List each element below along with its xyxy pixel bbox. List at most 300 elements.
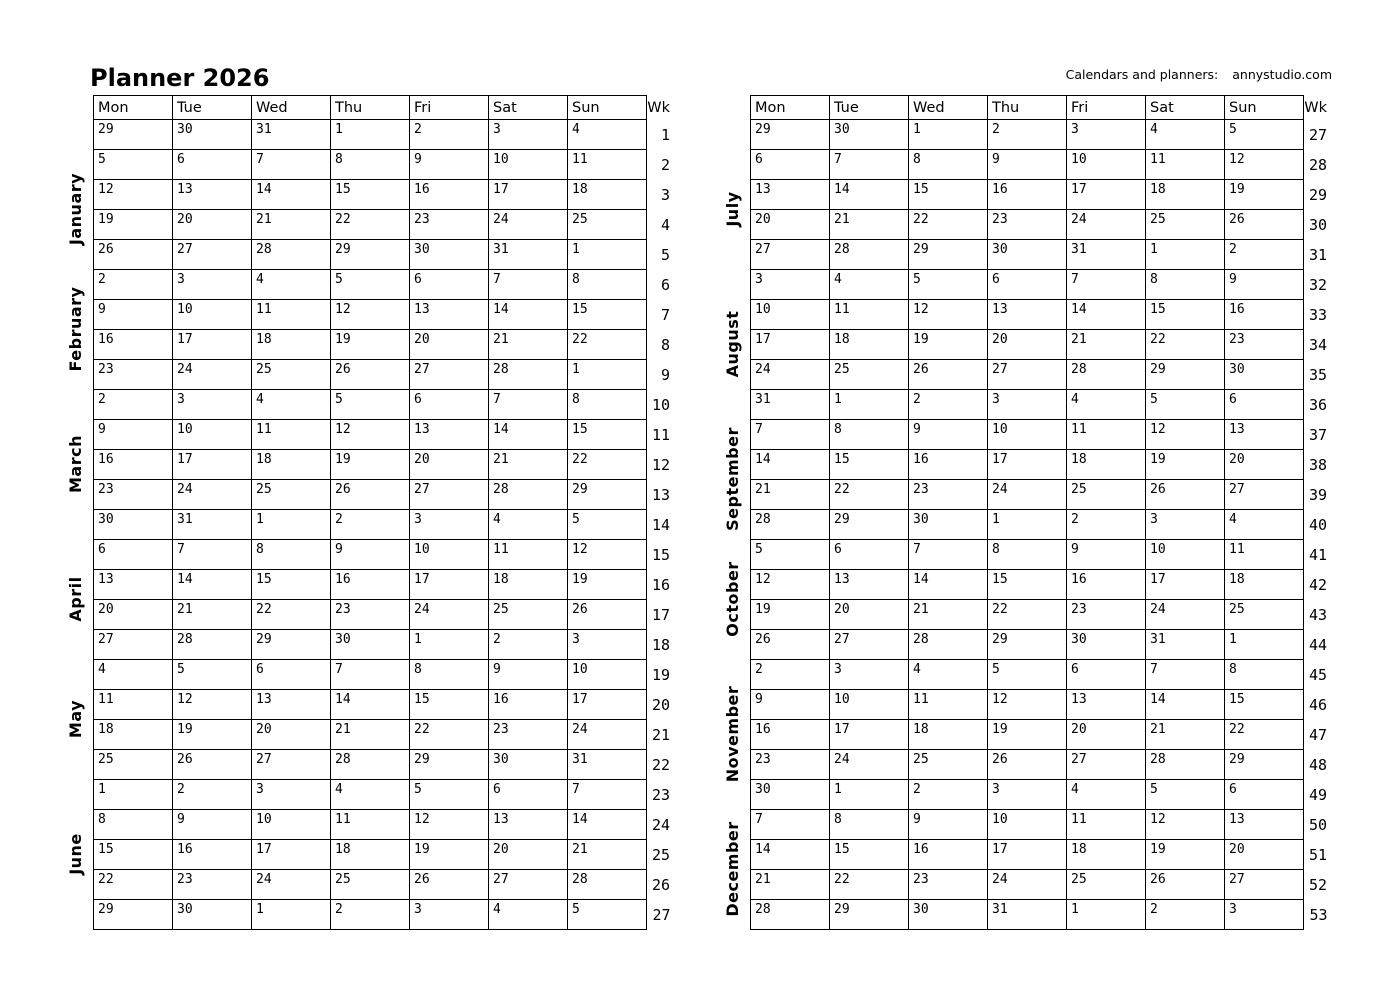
week-number: 39 <box>1308 485 1327 504</box>
day-cell: 9 <box>489 660 568 690</box>
day-cell: 8 <box>830 420 909 450</box>
day-cell: 27 <box>830 630 909 660</box>
week-row <box>94 420 671 450</box>
day-cell: 29 <box>1225 750 1304 780</box>
day-cell: 15 <box>988 570 1067 600</box>
day-cell: 28 <box>489 360 568 390</box>
day-cell: 18 <box>830 330 909 360</box>
day-cell: 3 <box>988 390 1067 420</box>
day-cell: 2 <box>331 900 410 930</box>
day-cell: 30 <box>909 900 988 930</box>
week-row <box>751 540 1328 570</box>
day-cell: 15 <box>1225 690 1304 720</box>
day-header-wed: Wed <box>909 96 988 120</box>
week-number: 2 <box>660 155 670 174</box>
day-cell: 17 <box>489 180 568 210</box>
day-cell: 29 <box>410 750 489 780</box>
week-number: 25 <box>651 845 670 864</box>
week-row <box>94 390 671 420</box>
week-number: 30 <box>1308 215 1327 234</box>
day-cell: 8 <box>252 540 331 570</box>
week-number: 48 <box>1308 755 1327 774</box>
week-number: 11 <box>651 425 670 444</box>
day-cell: 16 <box>94 450 173 480</box>
day-cell: 30 <box>489 750 568 780</box>
day-cell: 15 <box>568 300 647 330</box>
day-cell: 17 <box>252 840 331 870</box>
day-cell: 5 <box>1225 120 1304 150</box>
day-cell: 26 <box>1225 210 1304 240</box>
day-cell: 21 <box>252 210 331 240</box>
day-cell: 1 <box>94 780 173 810</box>
week-row <box>751 570 1328 600</box>
day-cell: 5 <box>909 270 988 300</box>
day-cell: 19 <box>173 720 252 750</box>
week-row <box>94 450 671 480</box>
day-cell: 2 <box>1067 510 1146 540</box>
day-cell: 27 <box>988 360 1067 390</box>
day-cell: 3 <box>410 510 489 540</box>
day-cell: 11 <box>1067 420 1146 450</box>
day-cell: 24 <box>489 210 568 240</box>
day-cell: 5 <box>94 150 173 180</box>
week-row <box>751 420 1328 450</box>
day-cell: 5 <box>751 540 830 570</box>
day-cell: 25 <box>909 750 988 780</box>
day-cell: 25 <box>1146 210 1225 240</box>
day-cell: 23 <box>173 870 252 900</box>
day-cell: 1 <box>252 510 331 540</box>
day-cell: 18 <box>331 840 410 870</box>
day-cell: 28 <box>751 900 830 930</box>
day-cell: 9 <box>909 420 988 450</box>
day-cell: 1 <box>830 390 909 420</box>
day-cell: 4 <box>1067 780 1146 810</box>
day-cell: 8 <box>568 270 647 300</box>
day-cell: 25 <box>489 600 568 630</box>
week-row <box>751 330 1328 360</box>
day-cell: 2 <box>909 390 988 420</box>
day-cell: 20 <box>1225 450 1304 480</box>
day-cell: 14 <box>909 570 988 600</box>
day-cell: 18 <box>1225 570 1304 600</box>
day-cell: 9 <box>1225 270 1304 300</box>
day-cell: 11 <box>830 300 909 330</box>
day-cell: 8 <box>568 390 647 420</box>
day-cell: 6 <box>410 390 489 420</box>
day-cell: 26 <box>331 360 410 390</box>
week-row <box>751 780 1328 810</box>
day-cell: 6 <box>489 780 568 810</box>
day-cell: 8 <box>94 810 173 840</box>
day-cell: 22 <box>988 600 1067 630</box>
day-cell: 6 <box>830 540 909 570</box>
day-cell: 23 <box>94 360 173 390</box>
day-cell: 1 <box>568 360 647 390</box>
day-cell: 19 <box>1225 180 1304 210</box>
week-row <box>94 510 671 540</box>
week-row <box>94 540 671 570</box>
day-cell: 2 <box>751 660 830 690</box>
week-number: 14 <box>651 515 670 534</box>
day-cell: 10 <box>489 150 568 180</box>
day-cell: 29 <box>331 240 410 270</box>
day-cell: 13 <box>988 300 1067 330</box>
week-number: 49 <box>1308 785 1327 804</box>
calendar-table-second-half <box>750 95 1328 930</box>
day-cell: 2 <box>173 780 252 810</box>
day-cell: 9 <box>410 150 489 180</box>
day-cell: 7 <box>489 390 568 420</box>
day-cell: 12 <box>568 540 647 570</box>
month-label-september: September <box>723 427 742 531</box>
day-cell: 26 <box>988 750 1067 780</box>
day-header-sun: Sun <box>568 96 647 120</box>
week-row <box>94 120 671 150</box>
week-number: 44 <box>1308 635 1327 654</box>
week-number: 5 <box>660 245 670 264</box>
week-row <box>94 690 671 720</box>
week-number: 21 <box>651 725 670 744</box>
day-cell: 13 <box>1067 690 1146 720</box>
week-number-header: Wk <box>647 99 670 116</box>
day-cell: 10 <box>988 810 1067 840</box>
day-cell: 13 <box>1225 810 1304 840</box>
day-cell: 17 <box>410 570 489 600</box>
day-cell: 18 <box>909 720 988 750</box>
day-cell: 28 <box>173 630 252 660</box>
day-cell: 30 <box>410 240 489 270</box>
month-label-april: April <box>66 576 85 622</box>
day-cell: 21 <box>1146 720 1225 750</box>
day-cell: 27 <box>410 480 489 510</box>
week-row <box>94 840 671 870</box>
day-cell: 8 <box>988 540 1067 570</box>
month-label-january: January <box>66 172 85 246</box>
day-cell: 10 <box>751 300 830 330</box>
day-cell: 5 <box>331 270 410 300</box>
week-row <box>751 150 1328 180</box>
week-number: 27 <box>652 905 671 924</box>
day-cell: 14 <box>1146 690 1225 720</box>
day-cell: 16 <box>751 720 830 750</box>
day-cell: 8 <box>909 150 988 180</box>
page-title: Planner 2026 <box>90 64 270 92</box>
day-cell: 5 <box>568 900 647 930</box>
day-cell: 31 <box>751 390 830 420</box>
day-cell: 11 <box>252 300 331 330</box>
week-number: 28 <box>1308 155 1327 174</box>
day-cell: 21 <box>830 210 909 240</box>
day-cell: 6 <box>1067 660 1146 690</box>
week-number: 35 <box>1308 365 1327 384</box>
day-cell: 20 <box>410 450 489 480</box>
day-cell: 21 <box>751 870 830 900</box>
day-cell: 9 <box>988 150 1067 180</box>
week-number: 3 <box>660 185 670 204</box>
month-label-july: July <box>723 191 742 227</box>
week-row <box>94 150 671 180</box>
day-cell: 25 <box>331 870 410 900</box>
day-cell: 29 <box>94 900 173 930</box>
day-header-sat: Sat <box>1146 96 1225 120</box>
day-cell: 11 <box>331 810 410 840</box>
day-cell: 22 <box>252 600 331 630</box>
day-cell: 5 <box>988 660 1067 690</box>
day-cell: 28 <box>909 630 988 660</box>
day-cell: 6 <box>410 270 489 300</box>
day-cell: 6 <box>1225 390 1304 420</box>
day-cell: 12 <box>1225 150 1304 180</box>
day-cell: 1 <box>410 630 489 660</box>
day-cell: 24 <box>252 870 331 900</box>
day-cell: 19 <box>988 720 1067 750</box>
week-number: 26 <box>651 875 670 894</box>
day-cell: 27 <box>1225 870 1304 900</box>
day-cell: 19 <box>1146 840 1225 870</box>
day-cell: 9 <box>94 300 173 330</box>
day-cell: 2 <box>331 510 410 540</box>
week-row <box>94 720 671 750</box>
day-cell: 2 <box>94 270 173 300</box>
day-cell: 18 <box>1067 840 1146 870</box>
day-cell: 20 <box>751 210 830 240</box>
week-number-header: Wk <box>1304 99 1327 116</box>
day-cell: 31 <box>252 120 331 150</box>
week-number: 17 <box>651 605 670 624</box>
day-cell: 21 <box>751 480 830 510</box>
day-cell: 10 <box>1146 540 1225 570</box>
week-number: 27 <box>1308 125 1327 144</box>
day-cell: 9 <box>94 420 173 450</box>
week-row <box>751 240 1328 270</box>
day-cell: 8 <box>331 150 410 180</box>
week-number: 31 <box>1308 245 1327 264</box>
day-cell: 14 <box>489 300 568 330</box>
day-cell: 14 <box>252 180 331 210</box>
week-number: 4 <box>660 215 670 234</box>
day-cell: 10 <box>830 690 909 720</box>
day-cell: 26 <box>331 480 410 510</box>
day-cell: 10 <box>252 810 331 840</box>
day-cell: 23 <box>1225 330 1304 360</box>
day-cell: 4 <box>252 270 331 300</box>
day-cell: 3 <box>252 780 331 810</box>
day-cell: 17 <box>568 690 647 720</box>
week-row <box>751 270 1328 300</box>
day-cell: 15 <box>909 180 988 210</box>
day-cell: 4 <box>568 120 647 150</box>
day-cell: 14 <box>830 180 909 210</box>
day-cell: 23 <box>909 870 988 900</box>
week-row <box>751 120 1328 150</box>
day-cell: 2 <box>1146 900 1225 930</box>
day-cell: 7 <box>252 150 331 180</box>
calendar-table-first-half <box>93 95 671 930</box>
day-cell: 31 <box>1067 240 1146 270</box>
day-cell: 21 <box>568 840 647 870</box>
day-cell: 25 <box>1225 600 1304 630</box>
day-cell: 11 <box>94 690 173 720</box>
day-cell: 6 <box>1225 780 1304 810</box>
credit-label: Calendars and planners: <box>1065 67 1219 82</box>
day-cell: 15 <box>830 450 909 480</box>
week-number: 43 <box>1308 605 1327 624</box>
day-cell: 24 <box>173 360 252 390</box>
day-cell: 14 <box>568 810 647 840</box>
day-cell: 1 <box>988 510 1067 540</box>
week-number: 6 <box>660 275 670 294</box>
day-cell: 7 <box>1067 270 1146 300</box>
day-cell: 16 <box>173 840 252 870</box>
day-cell: 29 <box>1146 360 1225 390</box>
day-cell: 12 <box>1146 810 1225 840</box>
day-cell: 17 <box>1067 180 1146 210</box>
week-row <box>751 810 1328 840</box>
week-number: 45 <box>1308 665 1327 684</box>
day-cell: 6 <box>252 660 331 690</box>
day-cell: 26 <box>1146 480 1225 510</box>
day-header-mon: Mon <box>94 96 173 120</box>
day-cell: 22 <box>1146 330 1225 360</box>
day-cell: 12 <box>331 300 410 330</box>
week-number: 32 <box>1308 275 1327 294</box>
day-cell: 7 <box>568 780 647 810</box>
day-cell: 28 <box>1146 750 1225 780</box>
day-cell: 3 <box>173 390 252 420</box>
day-cell: 11 <box>1225 540 1304 570</box>
day-cell: 14 <box>173 570 252 600</box>
day-cell: 13 <box>830 570 909 600</box>
day-cell: 17 <box>830 720 909 750</box>
day-cell: 3 <box>830 660 909 690</box>
credit-site: annystudio.com <box>1232 67 1332 82</box>
day-cell: 20 <box>94 600 173 630</box>
day-cell: 31 <box>489 240 568 270</box>
day-cell: 19 <box>751 600 830 630</box>
day-cell: 20 <box>1067 720 1146 750</box>
day-cell: 25 <box>1067 480 1146 510</box>
day-cell: 5 <box>1146 390 1225 420</box>
day-cell: 18 <box>252 330 331 360</box>
day-cell: 4 <box>489 510 568 540</box>
day-cell: 10 <box>173 420 252 450</box>
day-cell: 25 <box>1067 870 1146 900</box>
month-label-march: March <box>66 435 85 493</box>
week-row <box>751 510 1328 540</box>
day-cell: 22 <box>909 210 988 240</box>
day-cell: 7 <box>830 150 909 180</box>
day-cell: 20 <box>252 720 331 750</box>
day-cell: 17 <box>173 450 252 480</box>
week-row <box>751 300 1328 330</box>
day-cell: 24 <box>988 480 1067 510</box>
day-cell: 7 <box>751 420 830 450</box>
day-cell: 15 <box>94 840 173 870</box>
day-cell: 7 <box>489 270 568 300</box>
day-cell: 22 <box>568 450 647 480</box>
week-number: 40 <box>1308 515 1327 534</box>
day-cell: 14 <box>331 690 410 720</box>
day-cell: 25 <box>830 360 909 390</box>
day-cell: 16 <box>988 180 1067 210</box>
day-cell: 23 <box>94 480 173 510</box>
day-cell: 16 <box>94 330 173 360</box>
week-number: 33 <box>1308 305 1327 324</box>
day-cell: 23 <box>331 600 410 630</box>
day-cell: 11 <box>568 150 647 180</box>
day-cell: 10 <box>173 300 252 330</box>
day-cell: 8 <box>410 660 489 690</box>
day-cell: 25 <box>94 750 173 780</box>
week-number: 46 <box>1308 695 1327 714</box>
day-header-wed: Wed <box>252 96 331 120</box>
day-cell: 28 <box>489 480 568 510</box>
day-cell: 16 <box>331 570 410 600</box>
day-cell: 17 <box>1146 570 1225 600</box>
day-cell: 19 <box>568 570 647 600</box>
week-number: 15 <box>651 545 670 564</box>
day-cell: 7 <box>909 540 988 570</box>
week-row <box>94 570 671 600</box>
month-label-february: February <box>66 286 85 372</box>
week-row <box>751 390 1328 420</box>
month-label-november: November <box>723 685 742 783</box>
day-cell: 22 <box>331 210 410 240</box>
day-cell: 16 <box>410 180 489 210</box>
day-cell: 30 <box>988 240 1067 270</box>
day-cell: 16 <box>909 840 988 870</box>
day-cell: 11 <box>1146 150 1225 180</box>
day-cell: 26 <box>568 600 647 630</box>
day-header-sun: Sun <box>1225 96 1304 120</box>
week-row <box>751 840 1328 870</box>
day-cell: 1 <box>830 780 909 810</box>
week-row <box>751 900 1328 930</box>
day-cell: 26 <box>1146 870 1225 900</box>
week-number: 10 <box>651 395 670 414</box>
day-cell: 29 <box>830 900 909 930</box>
day-cell: 2 <box>988 120 1067 150</box>
day-header-fri: Fri <box>1067 96 1146 120</box>
day-cell: 9 <box>331 540 410 570</box>
day-cell: 14 <box>751 450 830 480</box>
day-cell: 8 <box>830 810 909 840</box>
day-cell: 12 <box>173 690 252 720</box>
day-cell: 15 <box>1146 300 1225 330</box>
day-cell: 4 <box>1225 510 1304 540</box>
day-cell: 3 <box>1225 900 1304 930</box>
week-row <box>94 630 671 660</box>
day-cell: 23 <box>909 480 988 510</box>
week-row <box>94 810 671 840</box>
week-number: 18 <box>651 635 670 654</box>
credit-line <box>1066 69 1332 82</box>
planner-second-half <box>723 95 1328 930</box>
week-number: 23 <box>651 785 670 804</box>
day-cell: 3 <box>751 270 830 300</box>
day-cell: 20 <box>830 600 909 630</box>
day-cell: 3 <box>410 900 489 930</box>
day-header-sat: Sat <box>489 96 568 120</box>
day-cell: 27 <box>173 240 252 270</box>
day-cell: 9 <box>751 690 830 720</box>
day-cell: 15 <box>568 420 647 450</box>
day-cell: 18 <box>568 180 647 210</box>
day-cell: 30 <box>909 510 988 540</box>
week-row <box>94 780 671 810</box>
day-cell: 13 <box>1225 420 1304 450</box>
